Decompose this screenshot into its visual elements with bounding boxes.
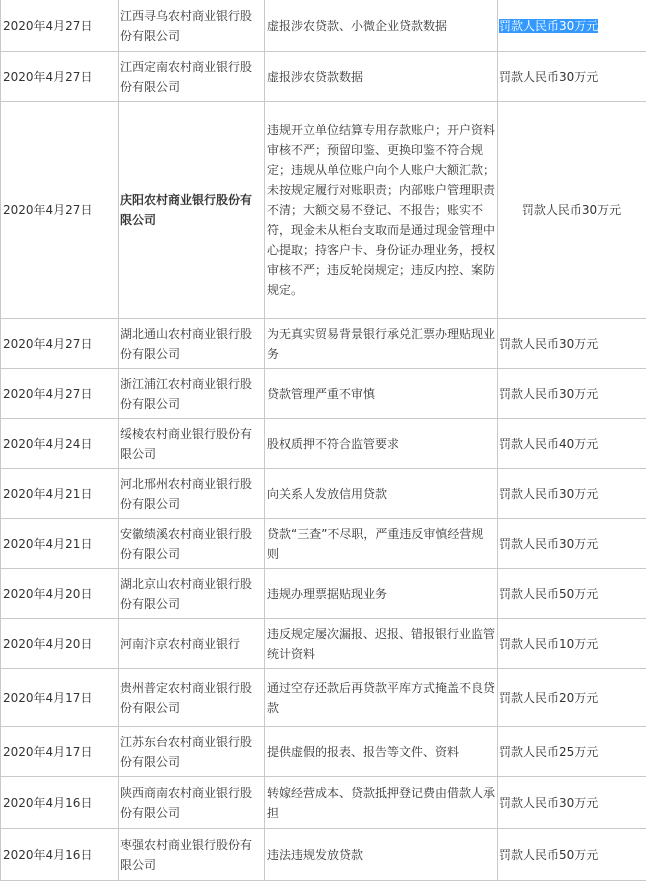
- table-row: [1, 369, 646, 419]
- table-row: [1, 669, 646, 727]
- fine-cell: 罚款人民币10万元: [498, 619, 646, 669]
- violation-cell: 为无真实贸易背景银行承兑汇票办理贴现业务: [265, 319, 498, 369]
- table-row: [1, 569, 646, 619]
- bank-name-cell: 陕西商南农村商业银行股份有限公司: [119, 777, 265, 829]
- date-cell: 2020年4月27日: [1, 102, 119, 319]
- table-row: [1, 419, 646, 469]
- violation-cell: 虚报涉农贷款数据: [265, 52, 498, 102]
- penalty-table-body: [1, 0, 646, 881]
- date-cell: 2020年4月17日: [1, 669, 119, 727]
- date-cell: 2020年4月24日: [1, 419, 119, 469]
- date-cell: 2020年4月27日: [1, 0, 119, 52]
- date-cell: 2020年4月20日: [1, 569, 119, 619]
- table-row: [1, 102, 646, 319]
- bank-name-cell: 江西寻乌农村商业银行股份有限公司: [119, 0, 265, 52]
- selected-fine-text: 罚款人民币30万元: [499, 19, 598, 33]
- table-row: [1, 469, 646, 519]
- violation-cell: 向关系人发放信用贷款: [265, 469, 498, 519]
- table-row: [1, 319, 646, 369]
- bank-name-cell: 庆阳农村商业银行股份有限公司: [119, 102, 265, 319]
- table-row: [1, 777, 646, 829]
- date-cell: 2020年4月21日: [1, 469, 119, 519]
- table-row: [1, 52, 646, 102]
- violation-cell: 违规开立单位结算专用存款账户；开户资料审核不严；预留印鉴、更换印鉴不符合规定；违规从单位账户向个人账户大额汇款；未按规定履行对账职责；内部账户管理职责不清；大额交易不登记、不报告；账实不符，现金未从柜台支取而是通过现金管理中心提取；持客户卡、身份证办理业务，授权审核不严；违反轮岗规定；违反内控、案防规定。: [265, 102, 498, 319]
- fine-cell: 罚款人民币30万元: [498, 469, 646, 519]
- table-row: [1, 519, 646, 569]
- violation-cell: 提供虚假的报表、报告等文件、资料: [265, 727, 498, 777]
- table-row: [1, 619, 646, 669]
- violation-cell: 股权质押不符合监管要求: [265, 419, 498, 469]
- table-row: [1, 0, 646, 52]
- bank-name-cell: 河南汴京农村商业银行: [119, 619, 265, 669]
- bank-name-cell: 枣强农村商业银行股份有限公司: [119, 829, 265, 881]
- violation-cell: 违规办理票据贴现业务: [265, 569, 498, 619]
- violation-cell: 违法违规发放贷款: [265, 829, 498, 881]
- bank-name-cell: 湖北通山农村商业银行股份有限公司: [119, 319, 265, 369]
- fine-cell: 罚款人民币30万元: [498, 519, 646, 569]
- bank-name-cell: 河北邢州农村商业银行股份有限公司: [119, 469, 265, 519]
- fine-cell: 罚款人民币50万元: [498, 829, 646, 881]
- bank-name-cell: 浙江浦江农村商业银行股份有限公司: [119, 369, 265, 419]
- bank-name-cell: 江西定南农村商业银行股份有限公司: [119, 52, 265, 102]
- bank-name-cell: 湖北京山农村商业银行股份有限公司: [119, 569, 265, 619]
- table-row: [1, 829, 646, 881]
- fine-cell: 罚款人民币30万元: [498, 777, 646, 829]
- bank-name-cell: 江苏东台农村商业银行股份有限公司: [119, 727, 265, 777]
- violation-cell: 虚报涉农贷款、小微企业贷款数据: [265, 0, 498, 52]
- fine-cell: 罚款人民币30万元: [498, 52, 646, 102]
- violation-cell: 贷款“三查”不尽职，严重违反审慎经营规则: [265, 519, 498, 569]
- fine-cell: 罚款人民币30万元: [498, 319, 646, 369]
- bank-name-cell: 贵州普定农村商业银行股份有限公司: [119, 669, 265, 727]
- fine-cell: 罚款人民币40万元: [498, 419, 646, 469]
- date-cell: 2020年4月16日: [1, 777, 119, 829]
- fine-cell: 罚款人民币50万元: [498, 569, 646, 619]
- date-cell: 2020年4月16日: [1, 829, 119, 881]
- date-cell: 2020年4月27日: [1, 369, 119, 419]
- date-cell: 2020年4月27日: [1, 319, 119, 369]
- table-row: [1, 727, 646, 777]
- fine-cell: 罚款人民币25万元: [498, 727, 646, 777]
- date-cell: 2020年4月27日: [1, 52, 119, 102]
- violation-cell: 转嫁经营成本、贷款抵押登记费由借款人承担: [265, 777, 498, 829]
- bank-name-cell: 安徽绩溪农村商业银行股份有限公司: [119, 519, 265, 569]
- violation-cell: 违反规定屡次漏报、迟报、错报银行业监管统计资料: [265, 619, 498, 669]
- fine-cell: [498, 0, 646, 52]
- violation-cell: 通过空存还款后再贷款平库方式掩盖不良贷款: [265, 669, 498, 727]
- fine-cell: 罚款人民币20万元: [498, 669, 646, 727]
- date-cell: 2020年4月21日: [1, 519, 119, 569]
- bank-name-cell: 绥棱农村商业银行股份有限公司: [119, 419, 265, 469]
- date-cell: 2020年4月20日: [1, 619, 119, 669]
- date-cell: 2020年4月17日: [1, 727, 119, 777]
- violation-cell: 贷款管理严重不审慎: [265, 369, 498, 419]
- fine-cell: 罚款人民币30万元: [498, 369, 646, 419]
- fine-cell: 罚款人民币30万元: [498, 102, 646, 319]
